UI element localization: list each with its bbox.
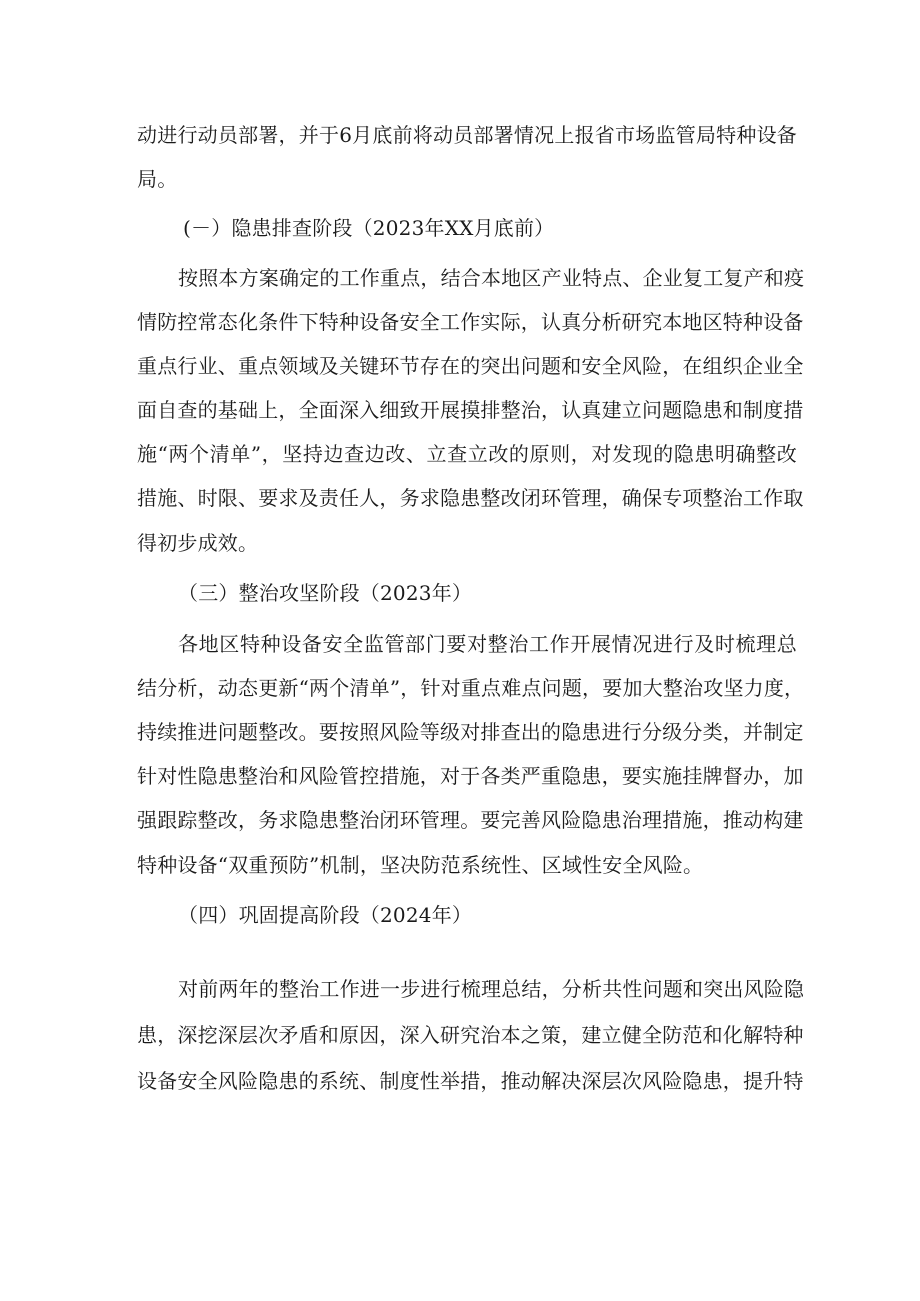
section2-line-6: 措施、时限、要求及责任人，务求隐患整改闭环管理，确保专项整治工作取 <box>137 486 804 510</box>
section4-line-1: 对前两年的整治工作进一步进行梳理总结，分析共性问题和突出风险隐 <box>178 977 805 1001</box>
section4-line-3: 设备安全风险隐患的系统、制度性举措，推动解决深层次风险隐患，提升特 <box>137 1069 804 1093</box>
section3-line-3: 持续推进问题整改。要按照风险等级对排查出的隐患进行分级分类，并制定 <box>137 720 804 744</box>
intro-line-2: 局。 <box>137 167 178 191</box>
section-heading-hazard-investigation: (－）隐患排查阶段（2023年XX月底前） <box>183 216 555 240</box>
section3-line-4: 针对性隐患整治和风险管控措施，对于各类严重隐患，要实施挂牌督办，加 <box>137 764 804 788</box>
section3-line-2: 结分析，动态更新“两个清单”，针对重点难点问题，要加大整治攻坚力度， <box>137 676 805 700</box>
intro-line-1: 动进行动员部署，并于6月底前将动员部署情况上报省市场监管局特种设备 <box>137 123 797 147</box>
section3-line-1: 各地区特种设备安全监管部门要对整治工作开展情况进行及时梳理总 <box>178 632 797 656</box>
section2-line-7: 得初步成效。 <box>137 531 259 555</box>
section-heading-remediation-push: （三）整治攻坚阶段（2023年） <box>178 581 473 605</box>
section-heading-consolidation: （四）巩固提高阶段（2024年） <box>178 903 473 927</box>
section2-line-2: 情防控常态化条件下特种设备安全工作实际，认真分析研究本地区特种设备 <box>137 310 804 334</box>
section2-line-1: 按照本方案确定的工作重点，结合本地区产业特点、企业复工复产和疫 <box>178 266 805 290</box>
section2-line-5: 施“两个清单”，坚持边查边改、立查立改的原则，对发现的隐患明确整改 <box>137 442 797 466</box>
section3-line-5: 强跟踪整改，务求隐患整治闭环管理。要完善风险隐患治理措施，推动构建 <box>137 808 804 832</box>
section2-line-3: 重点行业、重点领域及关键环节存在的突出问题和安全风险，在组织企业全 <box>137 354 804 378</box>
section2-line-4: 面自查的基础上，全面深入细致开展摸排整治，认真建立问题隐患和制度措 <box>137 398 804 422</box>
section3-line-6: 特种设备“双重预防”机制，坚决防范系统性、区域性安全风险。 <box>137 853 704 877</box>
section4-line-2: 患，深挖深层次矛盾和原因，深入研究治本之策，建立健全防范和化解特种 <box>137 1023 804 1047</box>
